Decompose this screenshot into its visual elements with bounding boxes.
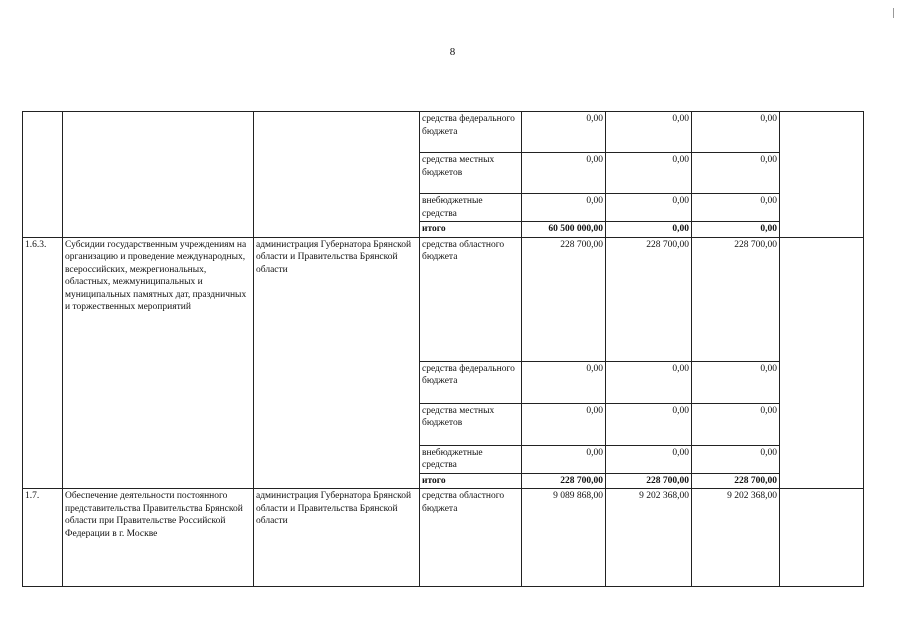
value-cell: 0,00 xyxy=(692,222,780,238)
extra-cell xyxy=(780,237,864,489)
value-cell: 228 700,00 xyxy=(692,473,780,489)
value-cell: 0,00 xyxy=(606,361,692,403)
value-cell: 0,00 xyxy=(692,112,780,153)
value-cell: 228 700,00 xyxy=(692,237,780,361)
source-cell: средства областного бюджета xyxy=(420,237,522,361)
item-executor: администрация Губернатора Брянской области и Правительства Брянской области xyxy=(254,489,420,587)
source-cell: средства федерального бюджета xyxy=(420,361,522,403)
code-cell xyxy=(23,112,63,238)
value-cell: 0,00 xyxy=(606,403,692,445)
source-cell: средства местных бюджетов xyxy=(420,153,522,194)
item-executor: администрация Губернатора Брянской области и Правительства Брянской области xyxy=(254,237,420,489)
source-cell: средства федерального бюджета xyxy=(420,112,522,153)
value-cell: 0,00 xyxy=(692,361,780,403)
value-cell: 0,00 xyxy=(606,445,692,473)
value-cell: 0,00 xyxy=(606,194,692,222)
source-cell: внебюджетные средства xyxy=(420,194,522,222)
value-cell: 9 202 368,00 xyxy=(606,489,692,587)
value-cell: 0,00 xyxy=(522,403,606,445)
budget-table xyxy=(22,111,864,587)
source-cell: итого xyxy=(420,473,522,489)
name-cell xyxy=(63,112,254,238)
item-name: Субсидии государственным учреждениям на организацию и проведение международных, всероссийских, межрегиональных, областных, межмуниципальных и муниципальных памятных дат, праздничных и торжественных мероприятий xyxy=(63,237,254,489)
scan-edge-mark xyxy=(893,8,894,18)
value-cell: 228 700,00 xyxy=(522,473,606,489)
value-cell: 0,00 xyxy=(522,361,606,403)
page-number: 8 xyxy=(449,46,456,58)
value-cell: 0,00 xyxy=(692,153,780,194)
value-cell: 0,00 xyxy=(692,445,780,473)
value-cell: 60 500 000,00 xyxy=(522,222,606,238)
source-cell: средства областного бюджета xyxy=(420,489,522,587)
item-code: 1.7. xyxy=(23,489,63,587)
source-cell: внебюджетные средства xyxy=(420,445,522,473)
value-cell: 0,00 xyxy=(522,153,606,194)
value-cell: 0,00 xyxy=(606,112,692,153)
executor-cell xyxy=(254,112,420,238)
extra-cell xyxy=(780,489,864,587)
value-cell: 228 700,00 xyxy=(606,473,692,489)
table-row xyxy=(23,237,864,361)
value-cell: 0,00 xyxy=(522,445,606,473)
item-name: Обеспечение деятельности постоянного представительства Правительства Брянской области при Правительстве Российской Федерации в г. Москве xyxy=(63,489,254,587)
value-cell: 0,00 xyxy=(606,222,692,238)
value-cell: 0,00 xyxy=(522,112,606,153)
value-cell: 0,00 xyxy=(606,153,692,194)
extra-cell xyxy=(780,112,864,238)
value-cell: 0,00 xyxy=(522,194,606,222)
value-cell: 9 089 868,00 xyxy=(522,489,606,587)
value-cell: 228 700,00 xyxy=(606,237,692,361)
value-cell: 0,00 xyxy=(692,403,780,445)
value-cell: 0,00 xyxy=(692,194,780,222)
source-cell: средства местных бюджетов xyxy=(420,403,522,445)
value-cell: 228 700,00 xyxy=(522,237,606,361)
table-row xyxy=(23,112,864,153)
item-code: 1.6.3. xyxy=(23,237,63,489)
table-row xyxy=(23,489,864,587)
source-cell: итого xyxy=(420,222,522,238)
value-cell: 9 202 368,00 xyxy=(692,489,780,587)
